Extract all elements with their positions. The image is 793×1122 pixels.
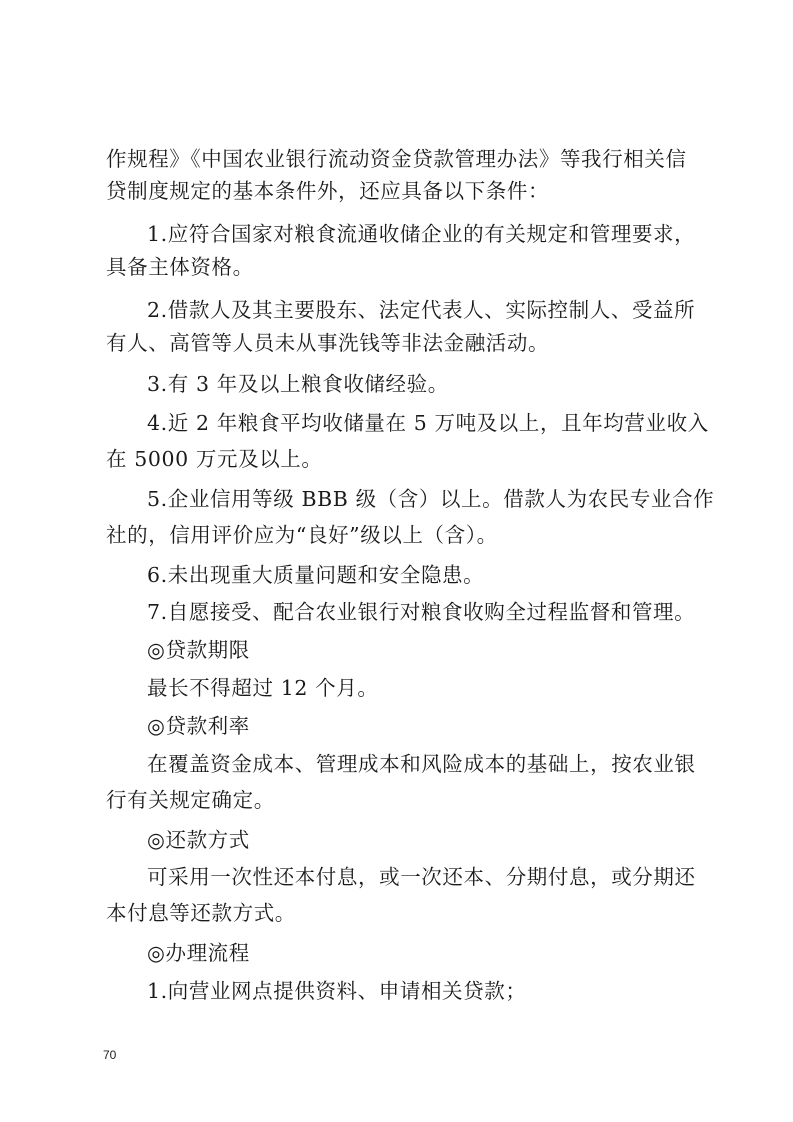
text-line: 7.自愿接受、配合农业银行对粮食收购全过程监督和管理。 xyxy=(147,600,696,624)
section-heading: ◎贷款利率 xyxy=(147,714,250,738)
text-line: 有人、高管等人员未从事洗钱等非法金融活动。 xyxy=(106,331,550,355)
text-line: 最长不得超过 12 个月。 xyxy=(147,676,379,700)
text-line: 2.借款人及其主要股东、法定代表人、实际控制人、受益所 xyxy=(147,298,696,322)
text-line: 作规程》《中国农业银行流动资金贷款管理办法》等我行相关信 xyxy=(106,147,687,171)
text-line: 1.向营业网点提供资料、申请相关贷款； xyxy=(147,979,527,1003)
text-line: 在覆盖资金成本、管理成本和风险成本的基础上，按农业银 xyxy=(147,752,696,776)
page-number: 70 xyxy=(103,1048,117,1062)
section-heading: ◎还款方式 xyxy=(147,828,250,852)
text-line: 可采用一次性还本付息，或一次还本、分期付息，或分期还 xyxy=(147,865,696,889)
text-line: 行有关规定确定。 xyxy=(106,788,275,812)
text-line: 4.近 2 年粮食平均收储量在 5 万吨及以上，且年均营业收入 xyxy=(147,411,709,435)
section-heading: ◎办理流程 xyxy=(147,941,250,965)
text-line: 本付息等还款方式。 xyxy=(106,901,296,925)
section-heading: ◎贷款期限 xyxy=(147,638,250,662)
text-line: 5.企业信用等级 BBB 级（含）以上。借款人为农民专业合作 xyxy=(147,487,715,511)
text-line: 1.应符合国家对粮食流通收储企业的有关规定和管理要求， xyxy=(147,222,696,246)
text-line: 6.未出现重大质量问题和安全隐患。 xyxy=(147,563,485,587)
text-line: 在 5000 万元及以上。 xyxy=(106,447,323,471)
text-line: 社的，信用评价应为“良好”级以上（含）。 xyxy=(106,523,498,547)
text-line: 贷制度规定的基本条件外，还应具备以下条件： xyxy=(106,179,550,203)
text-line: 具备主体资格。 xyxy=(106,255,254,279)
text-line: 3.有 3 年及以上粮食收储经验。 xyxy=(147,372,449,396)
